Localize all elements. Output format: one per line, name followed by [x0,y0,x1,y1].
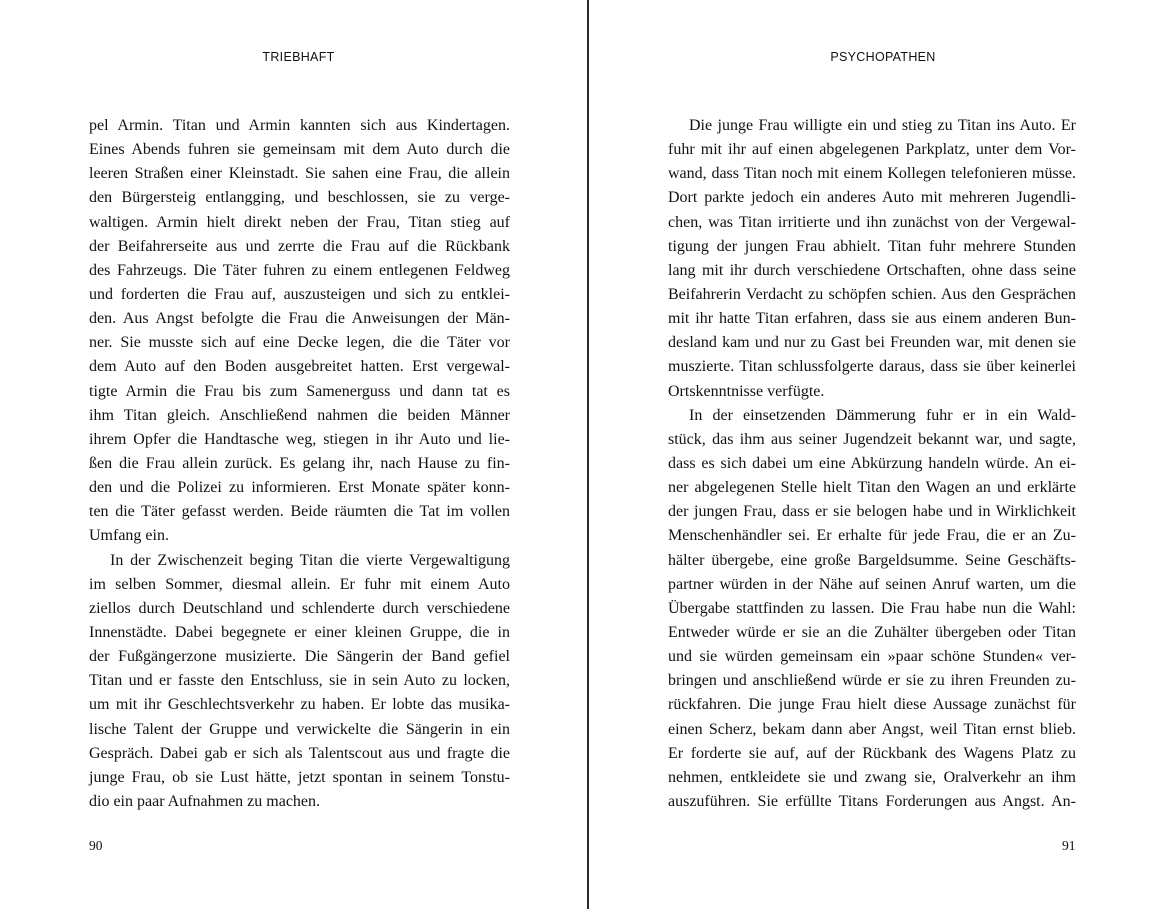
text-line: Innenstädte. Dabei begegnete er einer kleinen Gruppe, die in [89,623,510,641]
right-body-text [668,114,1076,814]
text-line: desland kam und nur zu Gast bei Freunden war, mit denen sie [668,334,1076,352]
text-line: In der Zwischenzeit beging Titan die vierte Vergewaltigung [110,551,510,569]
text-line: Ortskenntnisse verfügte. [668,382,825,400]
text-line: Menschenhändler sei. Er erhalte für jede Frau, die er an Zu- [668,527,1076,545]
text-line: Übergabe stattfinden zu lassen. Die Frau habe nun die Wahl: [668,599,1076,617]
text-line: nehmen, entkleidete sie und zwang sie, Oralverkehr an ihm [668,768,1076,786]
text-line: dem Auto auf den Boden ausgebreitet hatten. Erst vergewal- [89,358,510,376]
text-line: des Fahrzeugs. Die Täter fuhren zu einem entlegenen Feldweg [89,261,510,279]
text-line: Er forderte sie auf, auf der Rückbank des Wagens Platz zu [668,744,1076,762]
text-line: auszuführen. Sie erfüllte Titans Forderungen aus Angst. An- [668,792,1076,810]
text-line: tigte Armin die Frau bis zum Samenerguss und dann tat es [89,382,510,400]
text-line: fuhr mit ihr auf einen abgelegenen Parkplatz, unter dem Vor- [668,141,1076,159]
text-line: um mit ihr Geschlechtsverkehr zu haben. Er lobte das musika- [89,696,510,714]
text-line: dio ein paar Aufnahmen zu machen. [89,792,321,810]
text-line: pel Armin. Titan und Armin kannten sich aus Kindertagen. [89,117,510,134]
left-body-text [89,114,510,814]
text-line: Die junge Frau willigte ein und stieg zu Titan ins Auto. Er [689,117,1076,134]
text-line: Dort parkte jedoch ein anderes Auto mit mehreren Jugendli- [668,189,1076,207]
text-line: dass es sich dabei um eine Abkürzung handeln würde. An ei- [668,454,1076,472]
text-line: rückfahren. Die junge Frau hielt diese Aussage zunächst für [668,696,1076,714]
text-line: Beifahrerin Verdacht zu schöpfen schien. Aus den Gesprächen [668,285,1076,303]
text-line: ten die Täter gefasst werden. Beide räumten die Tat im vollen [89,503,510,521]
text-line: Entweder würde er sie an die Zuhälter übergeben oder Titan [668,623,1076,641]
text-line: der Fußgängerzone musizierte. Die Sängerin der Band gefiel [89,648,510,666]
right-page-number: 91 [1062,838,1076,853]
left-running-head: TRIEBHAFT [262,50,335,64]
text-line: In der einsetzenden Dämmerung fuhr er in ein Wald- [689,406,1076,424]
text-line: ihm Titan gleich. Anschließend nahmen die beiden Männer [89,406,510,424]
text-line: bringen und anschließend würde er sie zu ihren Freunden zu- [668,672,1076,690]
text-line: hälter übergebe, eine große Bargeldsumme. Seine Geschäfts- [668,551,1076,569]
text-line: Gespräch. Dabei gab er sich als Talentscout aus und fragte die [89,744,510,762]
text-line: tigung der jungen Frau abhielt. Titan fuhr mehrere Stunden [668,237,1076,255]
text-line: Eines Abends fuhren sie gemeinsam mit dem Auto durch die [89,141,510,159]
text-line: den und die Polizei zu informieren. Erst Monate später konn- [89,479,510,497]
text-line: ihrem Opfer die Handtasche weg, stiegen in ihr Auto und lie- [89,430,510,448]
text-line: der Beifahrerseite aus und zerrte die Frau auf die Rückbank [89,237,510,255]
text-line: chen, was Titan irritierte und ihn zunächst von der Vergewal- [668,213,1076,231]
text-line: lische Talent der Gruppe und verwickelte die Sängerin in ein [89,720,510,738]
text-line: junge Frau, ob sie Lust hätte, jetzt spontan in seinem Tonstu- [89,768,510,786]
text-line: lang mit ihr durch verschiedene Ortschaften, ohne dass seine [668,261,1076,279]
text-line: im selben Sommer, diesmal allein. Er fuhr mit einem Auto [89,575,510,593]
text-line: leeren Straßen einer Kleinstadt. Sie sahen eine Frau, die allein [89,165,510,183]
text-line: Titan und er fasste den Entschluss, sie in sein Auto zu locken, [89,672,510,690]
text-line: partner würden in der Nähe auf seinen Anruf warten, um die [668,575,1076,593]
text-line: ziellos durch Deutschland und schlenderte durch verschiedene [89,599,510,617]
text-line: einen Scherz, bekam dann aber Angst, weil Titan ernst blieb. [668,720,1076,738]
text-line: den. Aus Angst befolgte die Frau die Anweisungen der Män- [89,310,510,328]
right-running-head: PSYCHOPATHEN [830,50,936,64]
text-line: wand, dass Titan noch mit einem Kollegen telefonieren müsse. [668,165,1076,183]
text-line: ner. Sie musste sich auf eine Decke legen, die die Täter vor [89,334,510,352]
left-page [0,0,587,909]
text-line: Umfang ein. [89,527,169,545]
text-line: muszierte. Titan schlussfolgerte daraus, dass sie über keinerlei [668,358,1076,376]
text-line: der jungen Frau, dass er sie belogen habe und in Wirklichkeit [668,503,1076,521]
left-page-number: 90 [89,838,103,853]
text-line: waltigen. Armin hielt direkt neben der Frau, Titan stieg auf [89,213,510,231]
text-line: ßen die Frau allein zurück. Es gelang ihr, nach Hause zu fin- [89,454,510,472]
text-line: und sie würden gemeinsam ein »paar schöne Stunden« ver- [668,648,1076,666]
text-line: mit ihr hatte Titan erfahren, dass sie aus einem anderen Bun- [668,310,1076,328]
text-line: und forderten die Frau auf, auszusteigen und sich zu entklei- [89,285,510,303]
text-line: ner abgelegenen Stelle hielt Titan den Wagen an und erklärte [668,479,1076,497]
right-page [589,0,1175,909]
text-line: stück, das ihm aus seiner Jugendzeit bekannt war, und sagte, [668,430,1076,448]
text-line: den Bürgersteig entlangging, und beschlossen, sie zu verge- [89,189,510,207]
